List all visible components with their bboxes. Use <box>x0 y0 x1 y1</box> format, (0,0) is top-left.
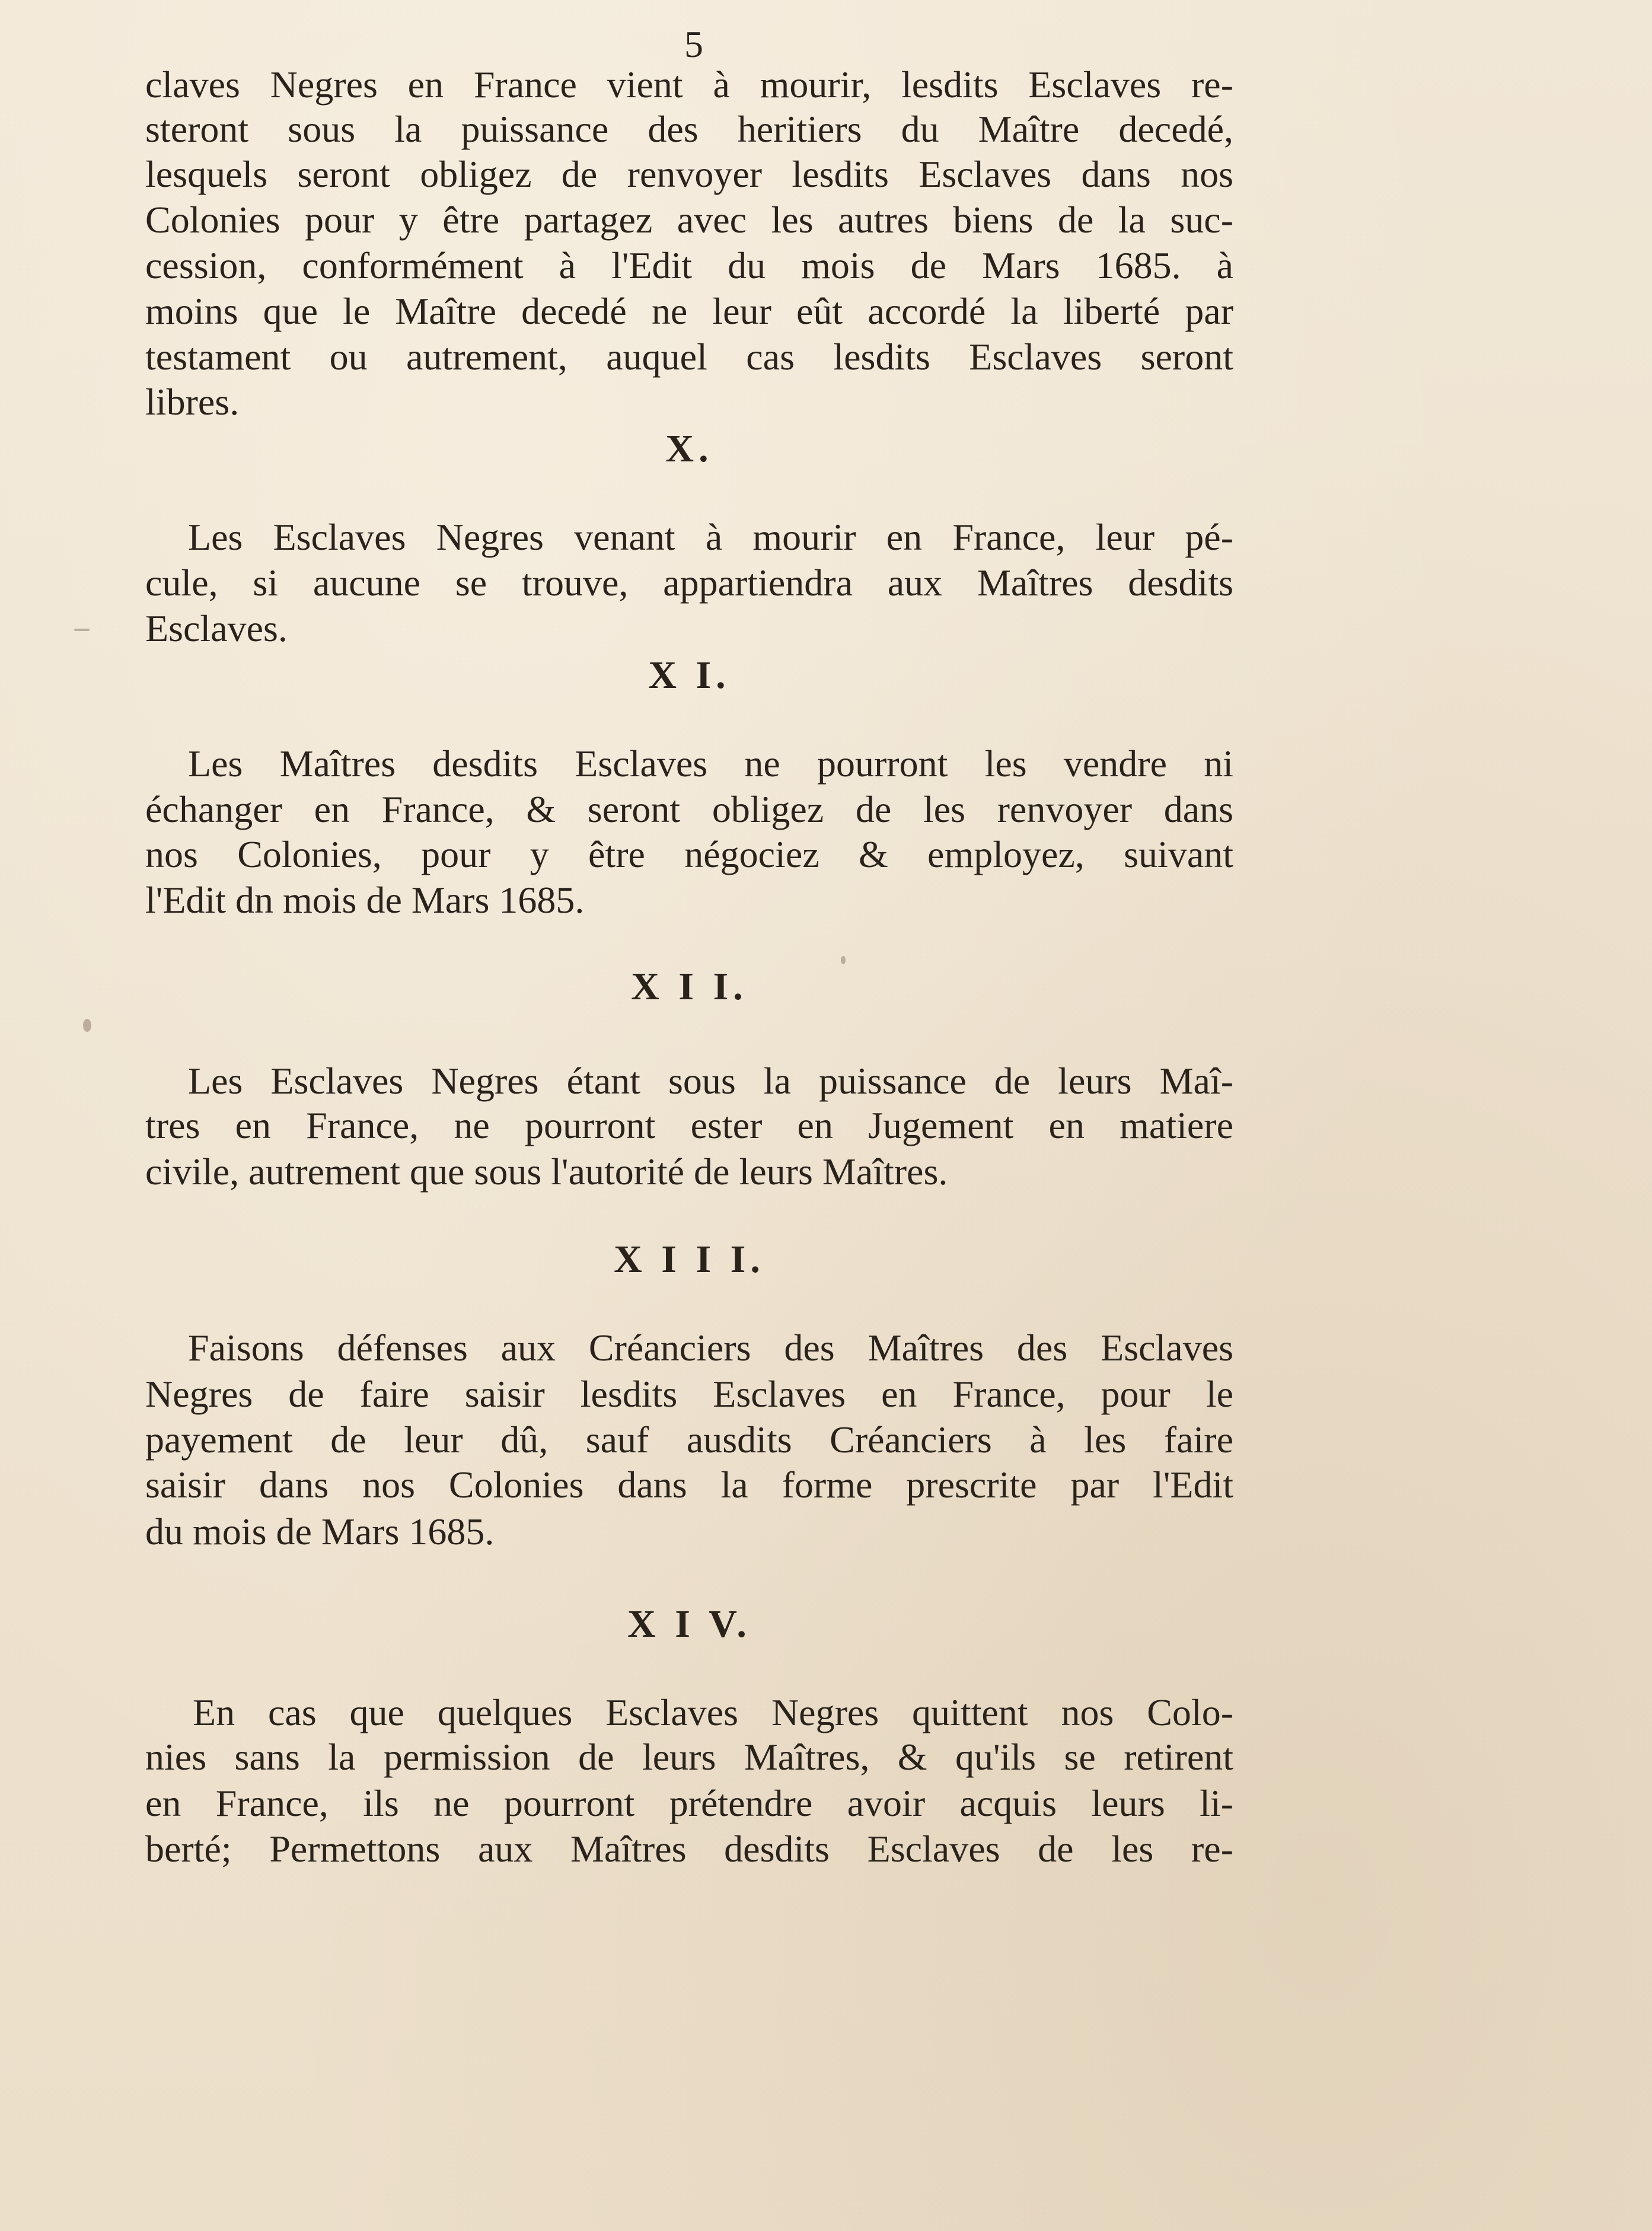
text-line: civile, autrement que sous l'autorité de leurs Maîtres. <box>145 1150 948 1193</box>
text-line: Colonies pour y être partagez avec les autres biens de la suc- <box>145 199 1233 241</box>
text-line: saisir dans nos Colonies dans la forme prescrite par l'Edit <box>145 1464 1233 1506</box>
article-heading: X I I. <box>631 965 748 1008</box>
text-line: claves Negres en France vient à mourir, lesdits Esclaves re- <box>145 63 1233 106</box>
text-line: Les Esclaves Negres venant à mourir en France, leur pé- <box>188 516 1233 558</box>
article-heading: X. <box>665 427 713 470</box>
text-line: moins que le Maître decedé ne leur eût accordé la liberté par <box>145 290 1233 332</box>
text-line: tres en France, ne pourront ester en Jugement en matiere <box>145 1104 1233 1146</box>
text-line: du mois de Mars 1685. <box>145 1510 495 1553</box>
text-line: cule, si aucune se trouve, appartiendra aux Maîtres desdits <box>145 562 1233 604</box>
article-heading: X I I I. <box>614 1238 765 1281</box>
text-line: échanger en France, & seront obligez de les renvoyer dans <box>145 788 1233 830</box>
text-line: lesquels seront obligez de renvoyer lesdits Esclaves dans nos <box>145 153 1233 195</box>
article-heading: X I. <box>648 654 731 697</box>
text-line: Les Esclaves Negres étant sous la puissance de leurs Maî- <box>188 1060 1233 1102</box>
text-line: Les Maîtres desdits Esclaves ne pourront les vendre ni <box>188 742 1233 785</box>
text-line: nos Colonies, pour y être négociez & employez, suivant <box>145 833 1233 875</box>
ink-speck <box>74 629 90 631</box>
text-line: Negres de faire saisir lesdits Esclaves en France, pour le <box>145 1373 1233 1415</box>
text-line: en France, ils ne pourront prétendre avoir acquis leurs li- <box>145 1782 1233 1824</box>
text-line: Esclaves. <box>145 607 288 649</box>
ink-speck <box>83 1019 91 1032</box>
text-line: l'Edit dn mois de Mars 1685. <box>145 879 585 921</box>
page-number: 5 <box>684 23 703 65</box>
text-line: berté; Permettons aux Maîtres desdits Esclaves de les re- <box>145 1828 1233 1870</box>
article-heading: X I V. <box>627 1602 751 1646</box>
text-line: cession, conformément à l'Edit du mois de Mars 1685. à <box>145 244 1233 286</box>
text-line: payement de leur dû, sauf ausdits Créanciers à les faire <box>145 1419 1233 1461</box>
text-line: steront sous la puissance des heritiers du Maître decedé, <box>145 108 1233 150</box>
text-line: libres. <box>145 381 240 423</box>
text-line: En cas que quelques Esclaves Negres quittent nos Colo- <box>193 1691 1233 1733</box>
text-line: testament ou autrement, auquel cas lesdits Esclaves seront <box>145 336 1233 378</box>
ink-speck <box>841 956 846 964</box>
text-line: nies sans la permission de leurs Maîtres, & qu'ils se retirent <box>145 1736 1233 1778</box>
text-line: Faisons défenses aux Créanciers des Maîtres des Esclaves <box>188 1327 1233 1369</box>
